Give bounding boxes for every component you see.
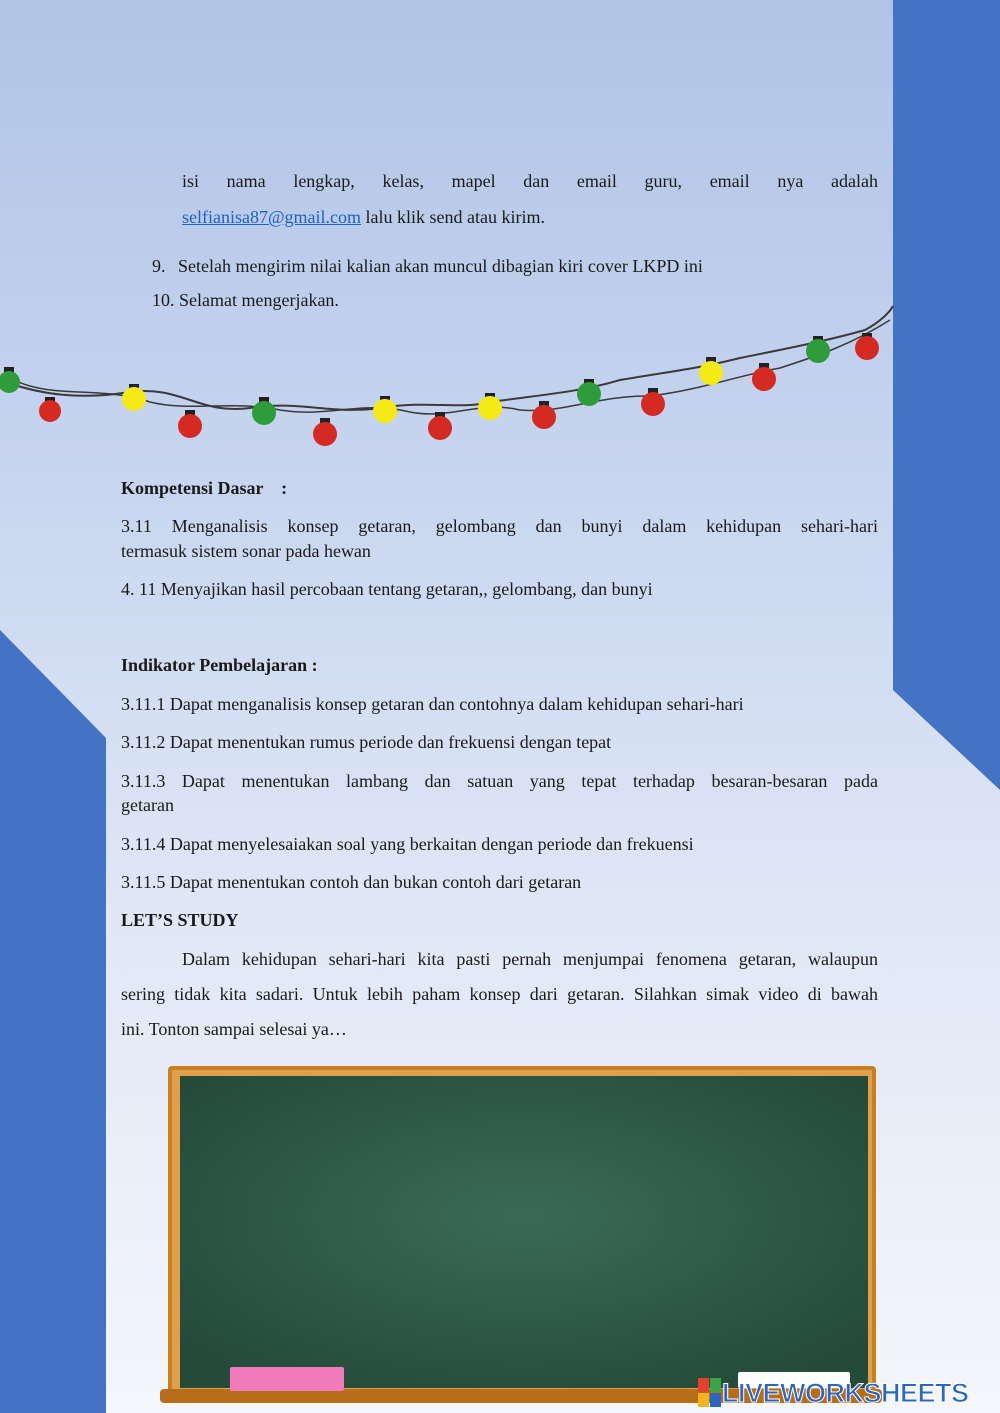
indikator-item-continued: getaran: [121, 795, 174, 815]
string-lights-decoration: [0, 300, 900, 450]
bulb: [122, 384, 146, 411]
chalkboard-video-area[interactable]: [160, 1062, 882, 1413]
instruction-line-2-rest: lalu klik send atau kirim.: [365, 207, 546, 227]
liveworksheets-logo: [698, 1376, 969, 1410]
kd-4-11: 4. 11 Menyajikan hasil percobaan tentang getaran,, gelombang, dan bunyi: [121, 579, 653, 599]
item-9-number: 9.: [152, 256, 166, 276]
bulb: [699, 357, 723, 385]
indikator-item: 3.11.3 Dapat menentukan lambang dan satuan yang tepat terhadap besaran-besaran pada: [121, 771, 878, 791]
pink-eraser: [230, 1367, 344, 1391]
kd-3-11-line-2: termasuk sistem sonar pada hewan: [121, 541, 371, 561]
bulb: [577, 379, 601, 406]
email-link[interactable]: selfianisa87@gmail.com: [182, 207, 362, 227]
instruction-line-1: [182, 169, 878, 193]
study-paragraph-line-1: Dalam kehidupan sehari-hari kita pasti pernah menjumpai fenomena getaran, walaupun: [182, 949, 878, 969]
bulb: [428, 412, 452, 440]
word: guru,: [644, 171, 683, 191]
word: nama: [226, 171, 266, 191]
indikator-heading: Indikator Pembelajaran :: [121, 655, 318, 675]
right-blue-bar: [893, 0, 1000, 790]
word: dan: [523, 171, 550, 191]
bulb: [373, 396, 397, 423]
bulb: [178, 410, 202, 438]
word: mapel: [451, 171, 496, 191]
instruction-line-2: [182, 205, 545, 229]
indikator-item: 3.11.2 Dapat menentukan rumus periode dan frekuensi dengan tepat: [121, 732, 612, 752]
item-9-text: Setelah mengirim nilai kalian akan muncul dibagian kiri cover LKPD ini: [178, 256, 703, 276]
left-blue-bar: [0, 630, 106, 1413]
liveworksheets-wordmark: LIVEWORKSHEETS: [722, 1377, 969, 1408]
bulb: [752, 363, 776, 391]
word: adalah: [830, 171, 878, 191]
indikator-item: 3.11.5 Dapat menentukan contoh dan bukan contoh dari getaran: [121, 872, 582, 892]
kd-3-11-line-1: 3.11 Menganalisis konsep getaran, gelombang dan bunyi dalam kehidupan sehari-hari: [121, 516, 878, 536]
bulb: [0, 367, 20, 393]
word: kelas,: [382, 171, 424, 191]
word: email: [709, 171, 750, 191]
word: nya: [777, 171, 804, 191]
word: lengkap,: [293, 171, 355, 191]
instruction-item-9: [152, 254, 703, 278]
liveworksheets-logo-icon: [698, 1378, 722, 1408]
lets-study-heading: LET’S STUDY: [121, 910, 239, 930]
bulb: [252, 397, 276, 425]
indikator-item: 3.11.1 Dapat menganalisis konsep getaran dan contohnya dalam kehidupan sehari-hari: [121, 694, 744, 714]
indikator-item: 3.11.4 Dapat menyelesaiakan soal yang berkaitan dengan periode dan frekuensi: [121, 834, 694, 854]
study-paragraph-line-2: sering tidak kita sadari. Untuk lebih paham konsep dari getaran. Silahkan simak video di bawah: [121, 984, 878, 1004]
bulb: [478, 393, 502, 420]
instruction-item-10: 10. Selamat mengerjakan.: [152, 290, 339, 310]
bulb: [532, 401, 556, 429]
word: email: [576, 171, 617, 191]
bulb: [313, 418, 337, 446]
study-paragraph-line-3: ini. Tonton sampai selesai ya…: [121, 1019, 347, 1039]
bulb: [39, 397, 61, 422]
bulb: [641, 388, 665, 416]
kompetensi-heading: Kompetensi Dasar :: [121, 478, 288, 498]
word: isi: [182, 171, 200, 191]
